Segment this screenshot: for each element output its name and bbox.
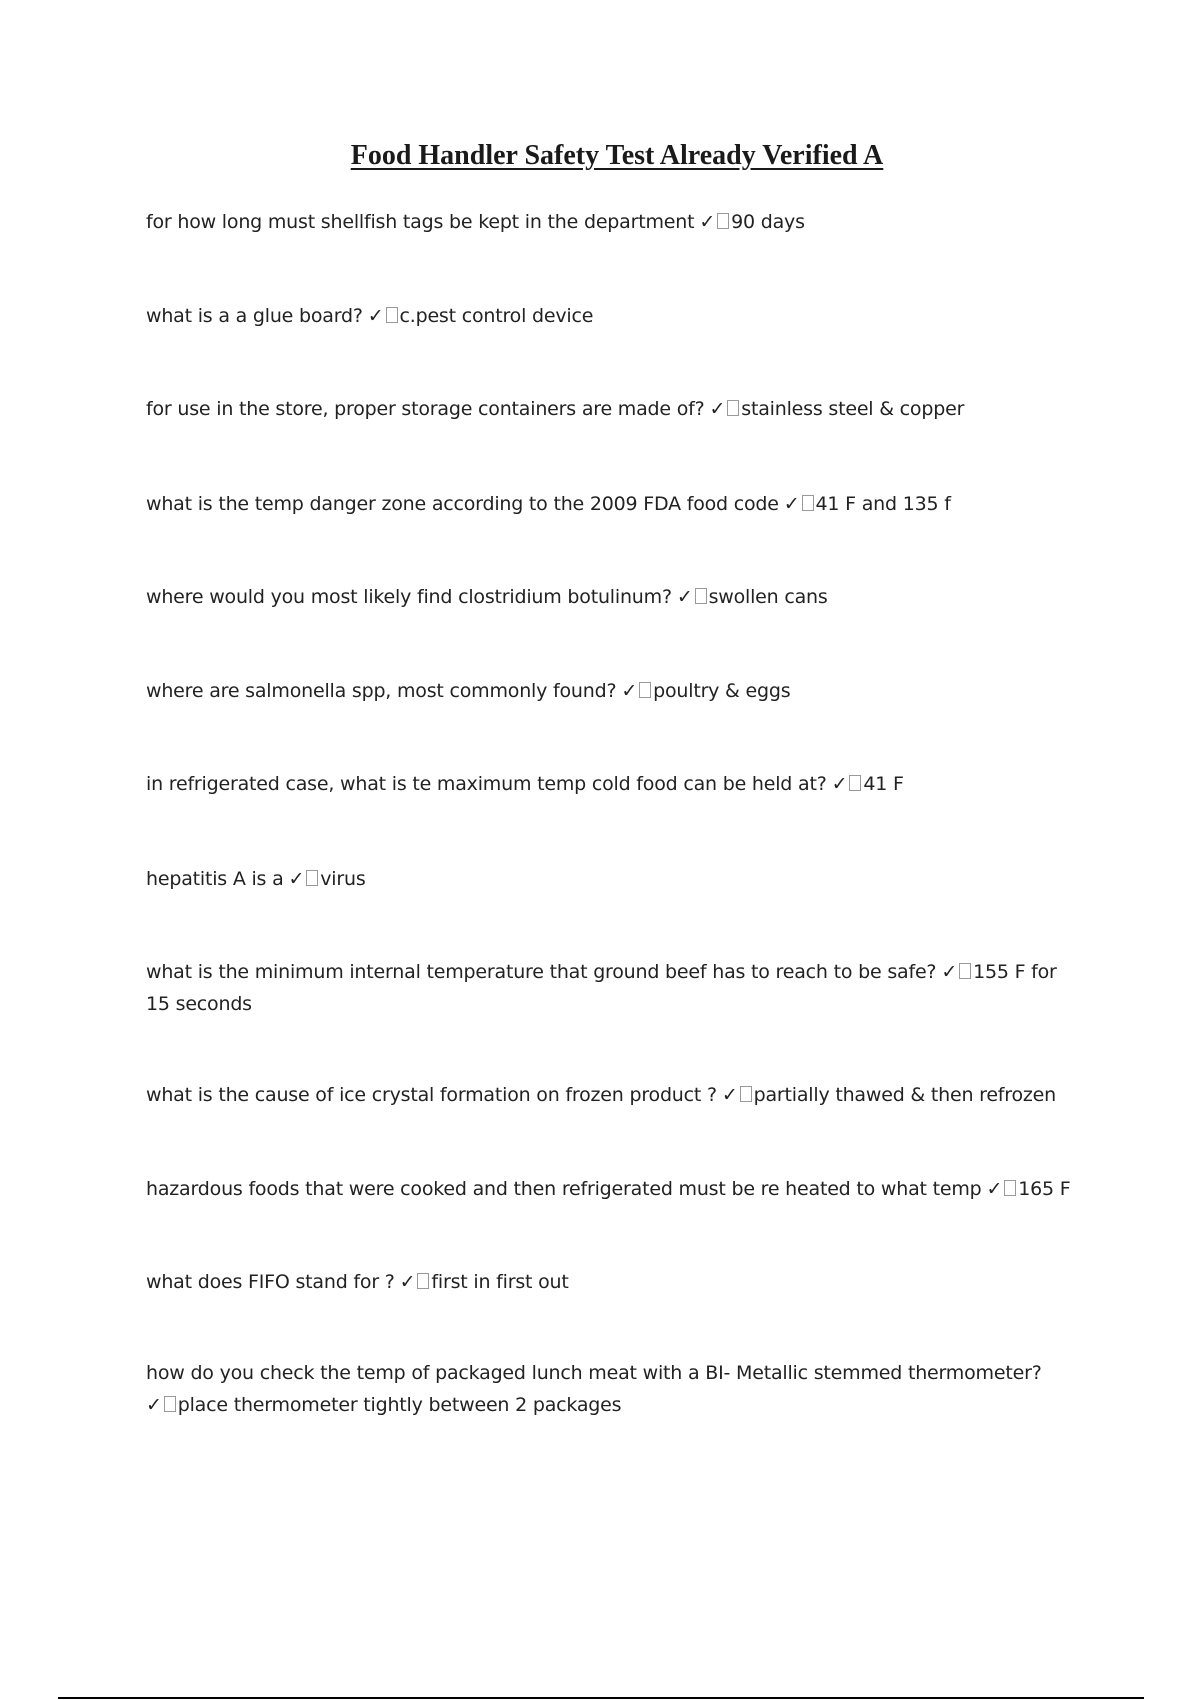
answer-text: swollen cans: [708, 586, 828, 608]
qa-item: [146, 581, 1076, 613]
answer-text: 165 F: [1018, 1178, 1071, 1200]
answer-text: place thermometer tightly between 2 packages: [177, 1394, 622, 1416]
check-icon: ✓: [831, 773, 848, 795]
check-icon: ✓: [709, 398, 726, 420]
check-icon: ✓: [621, 680, 638, 702]
qa-item: [146, 768, 1076, 800]
question-text: where are salmonella spp, most commonly found?: [146, 680, 617, 702]
checkbox-glyph-icon: [417, 1273, 429, 1289]
question-text: hazardous foods that were cooked and then refrigerated must be re heated to what temp: [146, 1178, 982, 1200]
qa-item: [146, 1266, 1076, 1298]
check-icon: ✓: [699, 211, 716, 233]
check-icon: ✓: [783, 493, 800, 515]
qa-item: [146, 300, 1076, 332]
check-icon: ✓: [941, 961, 958, 983]
checkbox-glyph-icon: [727, 400, 739, 416]
question-text: what does FIFO stand for ?: [146, 1271, 395, 1293]
document-title: Food Handler Safety Test Already Verified A: [350, 140, 884, 171]
qa-item: [146, 393, 1076, 425]
checkbox-glyph-icon: [164, 1396, 176, 1412]
question-text: for use in the store, proper storage containers are made of?: [146, 398, 705, 420]
check-icon: ✓: [676, 586, 693, 608]
answer-text: c.pest control device: [399, 305, 594, 327]
answer-text: first in first out: [431, 1271, 569, 1293]
question-text: in refrigerated case, what is te maximum temp cold food can be held at?: [146, 773, 827, 795]
check-icon: ✓: [721, 1084, 738, 1106]
qa-item: [146, 1357, 1076, 1421]
question-text: hepatitis A is a: [146, 868, 284, 890]
answer-text: virus: [320, 868, 366, 890]
footer-divider: [58, 1697, 1144, 1699]
question-text: what is the cause of ice crystal formation on frozen product ?: [146, 1084, 717, 1106]
qa-item: [146, 1173, 1076, 1205]
check-icon: ✓: [986, 1178, 1003, 1200]
check-icon: ✓: [399, 1271, 416, 1293]
question-text: what is the temp danger zone according to the 2009 FDA food code: [146, 493, 779, 515]
answer-text: stainless steel & copper: [741, 398, 965, 420]
checkbox-glyph-icon: [386, 307, 398, 323]
question-text: what is a a glue board?: [146, 305, 363, 327]
answer-text: 41 F and 135 f: [815, 493, 951, 515]
checkbox-glyph-icon: [849, 775, 861, 791]
checkbox-glyph-icon: [695, 588, 707, 604]
checkbox-glyph-icon: [639, 682, 651, 698]
qa-item: [146, 675, 1076, 707]
answer-text: 90 days: [731, 211, 805, 233]
qa-item: [146, 206, 1076, 238]
check-icon: ✓: [288, 868, 305, 890]
checkbox-glyph-icon: [306, 870, 318, 886]
qa-item: [146, 1079, 1076, 1111]
checkbox-glyph-icon: [1004, 1180, 1016, 1196]
check-icon: ✓: [367, 305, 384, 327]
checkbox-glyph-icon: [717, 213, 729, 229]
answer-text: 155 F for 15 seconds: [146, 961, 1057, 1015]
question-text: for how long must shellfish tags be kept in the department: [146, 211, 695, 233]
answer-text: partially thawed & then refrozen: [753, 1084, 1057, 1106]
question-text: where would you most likely find clostridium botulinum?: [146, 586, 672, 608]
qa-item: [146, 863, 1076, 895]
checkbox-glyph-icon: [740, 1086, 752, 1102]
answer-text: poultry & eggs: [653, 680, 791, 702]
answer-text: 41 F: [863, 773, 904, 795]
question-text: what is the minimum internal temperature that ground beef has to reach to be safe?: [146, 961, 937, 983]
check-icon: ✓: [146, 1394, 162, 1416]
qa-item: [146, 488, 1076, 520]
checkbox-glyph-icon: [802, 495, 814, 511]
qa-item: [146, 956, 1076, 1020]
question-text: how do you check the temp of packaged lunch meat with a BI- Metallic stemmed thermometer?: [146, 1362, 1042, 1384]
checkbox-glyph-icon: [959, 963, 971, 979]
